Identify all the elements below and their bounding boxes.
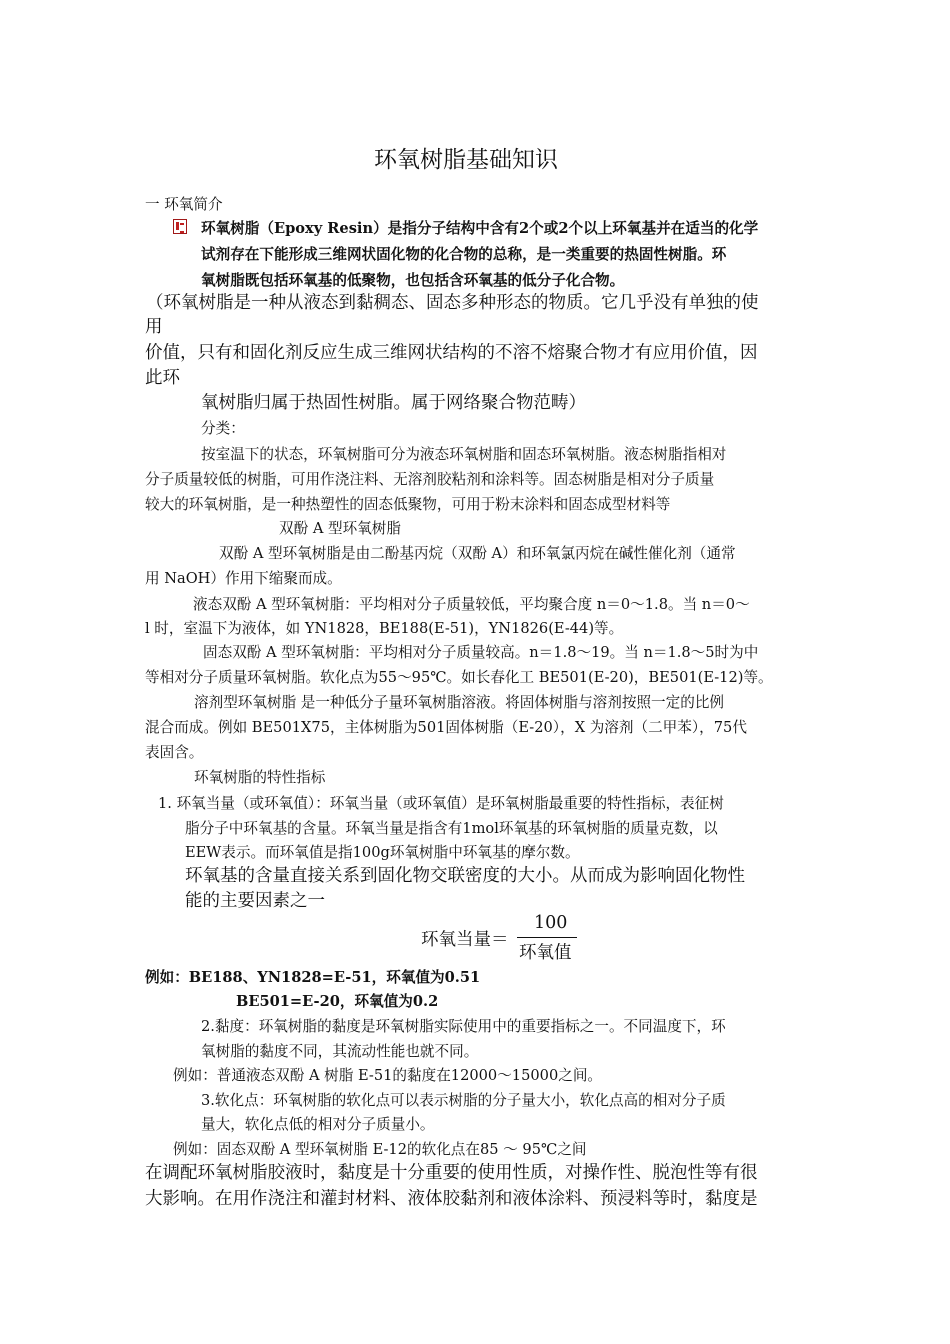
paragraph-line: 用 NaOH）作用下缩聚而成。 bbox=[145, 570, 342, 587]
paragraph-line: 溶剂型环氧树脂 是一种低分子量环氧树脂溶液。将固体树脂与溶剂按照一定的比例 bbox=[194, 694, 725, 711]
paragraph-line: 在调配环氧树脂胶液时，黏度是十分重要的使用性质，对操作性、脱泡性等有很 bbox=[145, 1163, 758, 1183]
formula-numerator: 100 bbox=[534, 913, 568, 933]
paragraph-line: 大影响。在用作浇注和灌封材料、液体胶黏剂和液体涂料、预浸料等时，黏度是 bbox=[145, 1189, 758, 1209]
paragraph-line: 氧树脂归属于热固性树脂。属于网络聚合物范畴） bbox=[201, 393, 586, 413]
paragraph-line: 例如：BE188、YN1828=E-51，环氧值为0.51 bbox=[145, 969, 481, 986]
fraction-bar bbox=[517, 937, 577, 938]
paragraph-line: 混合而成。例如 BE501X75，主体树脂为501固体树脂（E-20），X 为溶剂（二甲苯），75代 bbox=[145, 719, 747, 736]
paragraph-line: 例如：普通液态双酚 A 树脂 E-51的黏度在12000～15000之间。 bbox=[173, 1067, 603, 1084]
paragraph-line: EEW表示。而环氧值是指100g环氧树脂中环氧基的摩尔数。 bbox=[185, 844, 580, 861]
paragraph-line: 等相对分子质量环氧树脂。软化点为55～95℃。如长春化工 BE501(E-20)，BE501(E-12)等。 bbox=[145, 669, 773, 686]
subheading: 分类： bbox=[201, 420, 245, 437]
paragraph-line: 脂分子中环氧基的含量。环氧当量是指含有1mol环氧基的环氧树脂的质量克数，以 bbox=[185, 820, 718, 837]
paragraph-line: 液态双酚 A 型环氧树脂：平均相对分子质量较低，平均聚合度 n＝0～1.8。当 n＝0～ bbox=[193, 596, 750, 613]
list-item: 2.黏度：环氧树脂的黏度是环氧树脂实际使用中的重要指标之一。不同温度下，环 bbox=[201, 1018, 726, 1035]
page-title: 环氧树脂基础知识 bbox=[374, 147, 558, 173]
paragraph-line: （环氧树脂是一种从液态到黏稠态、固态多种形态的物质。它几乎没有单独的使 bbox=[146, 293, 759, 313]
formula-lhs: 环氧当量＝ bbox=[421, 930, 509, 950]
paragraph-line: 环氧树脂（Epoxy Resin）是指分子结构中含有2个或2个以上环氧基并在适当的化学 bbox=[201, 220, 759, 237]
paragraph-line: 固态双酚 A 型环氧树脂：平均相对分子质量较高。n＝1.8～19。当 n＝1.8～5时为中 bbox=[203, 644, 759, 661]
paragraph-line: 氧树脂的黏度不同，其流动性能也就不同。 bbox=[201, 1043, 479, 1060]
paragraph-line: BE501=E-20，环氧值为0.2 bbox=[236, 993, 439, 1010]
list-item: 3.软化点：环氧树脂的软化点可以表示树脂的分子量大小，软化点高的相对分子质 bbox=[201, 1092, 726, 1109]
paragraph-line: 分子质量较低的树脂，可用作浇注料、无溶剂胶粘剂和涂料等。固态树脂是相对分子质量 bbox=[145, 471, 715, 488]
paragraph-line: 较大的环氧树脂，是一种热塑性的固态低聚物，可用于粉末涂料和固态成型材料等 bbox=[145, 496, 671, 513]
paragraph-line: l 时，室温下为液体，如 YN1828，BE188(E-51)，YN1826(E-44)等。 bbox=[145, 620, 624, 637]
paragraph-line: 按室温下的状态，环氧树脂可分为液态环氧树脂和固态环氧树脂。液态树脂指相对 bbox=[201, 446, 727, 463]
paragraph-line: 用 bbox=[145, 317, 163, 337]
paragraph-line: 氧树脂既包括环氧基的低聚物，也包括含环氧基的低分子化合物。 bbox=[201, 272, 625, 289]
paragraph-line: 价值，只有和固化剂反应生成三维网状结构的不溶不熔聚合物才有应用价值，因 bbox=[145, 343, 758, 363]
paragraph-line: 试剂存在下能形成三维网状固化物的化合物的总称，是一类重要的热固性树脂。环 bbox=[201, 246, 727, 263]
bullet-icon bbox=[173, 219, 187, 234]
formula-denominator: 环氧值 bbox=[519, 943, 572, 963]
paragraph-line: 表固含。 bbox=[145, 744, 204, 761]
paragraph-line: 能的主要因素之一 bbox=[185, 891, 325, 911]
subheading: 双酚 A 型环氧树脂 bbox=[279, 520, 401, 537]
list-item: 1. 环氧当量（或环氧值）：环氧当量（或环氧值）是环氧树脂最重要的特性指标，表征树 bbox=[158, 795, 724, 812]
paragraph-line: 环氧基的含量直接关系到固化物交联密度的大小。从而成为影响固化物性 bbox=[185, 866, 745, 886]
paragraph-line: 此环 bbox=[145, 368, 180, 388]
subheading: 环氧树脂的特性指标 bbox=[194, 769, 326, 786]
paragraph-line: 例如：固态双酚 A 型环氧树脂 E-12的软化点在85 ～ 95℃之间 bbox=[173, 1141, 587, 1158]
paragraph-line: 量大，软化点低的相对分子质量小。 bbox=[201, 1116, 435, 1133]
section-heading: 一 环氧简介 bbox=[145, 196, 223, 213]
paragraph-line: 双酚 A 型环氧树脂是由二酚基丙烷（双酚 A）和环氧氯丙烷在碱性催化剂（通常 bbox=[219, 545, 736, 562]
